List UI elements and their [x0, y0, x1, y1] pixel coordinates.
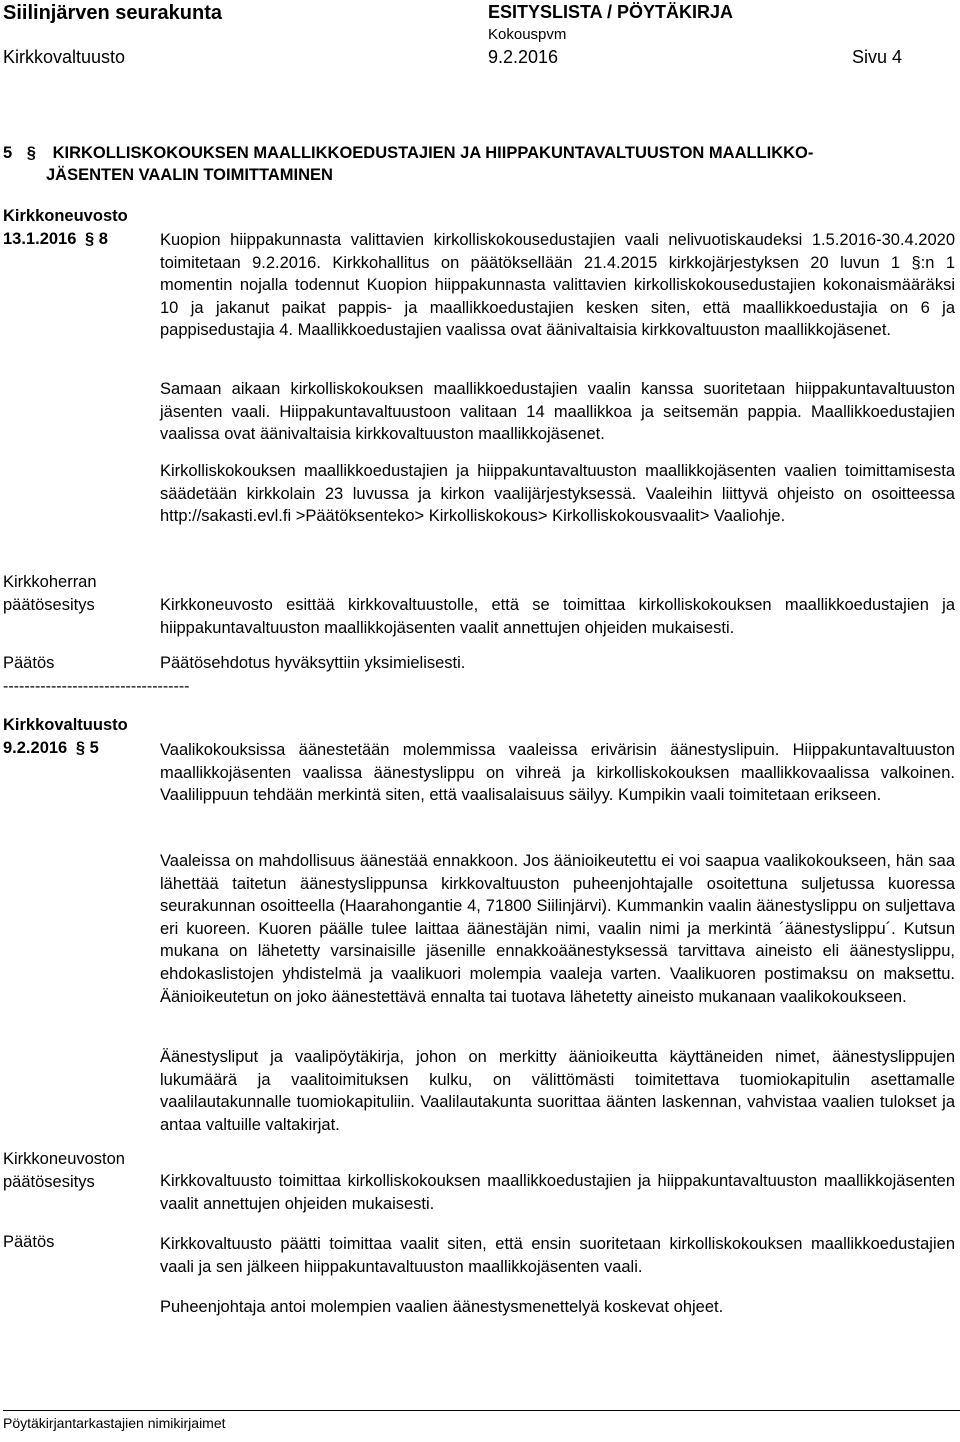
- prep-paragraph-3-text: Kirkolliskokouksen maallikkoedustajien ja hiippakuntavaltuuston maallikkojäsenten vaalien toimittamisesta säädetään kirkkolain 23 luvussa ja kirkon vaalijärjestyksessä. Vaaleihin liittyvä ohjeisto on osoitteessa http://sakasti.evl.fi >Päätöksenteko> Kirkolliskokous> Kirkolliskokousvaalit> Vaaliohje.: [160, 462, 955, 526]
- decision1-label: Päätös: [3, 654, 55, 672]
- footer-initials-label: Pöytäkirjantarkastajien nimikirjaimet: [3, 1415, 226, 1431]
- prep-ref-date: 13.1.2016: [3, 230, 77, 248]
- footer-rule: [3, 1410, 960, 1411]
- section-sign: §: [26, 144, 36, 162]
- proposal2-text-body: Kirkkovaltuusto toimittaa kirkolliskokouksen maallikkoedustajien ja hiippakuntavaltuuston maallikkojäsenten vaalit annettujen ohjeiden mukaisesti.: [160, 1172, 955, 1213]
- proposal2-text: [160, 1170, 955, 1215]
- proposal2-label-line1: Kirkkoneuvoston: [3, 1150, 125, 1168]
- proposal1-label-line1: Kirkkoherran: [3, 573, 97, 591]
- council-ref: [3, 739, 99, 758]
- prep-paragraph-1-text: Kuopion hiippakunnasta valittavien kirkolliskokousedustajien vaali nelivuotiskaudeksi 1.5.2016-30.4.2020 toimitetaan 9.2.2016. Kirkkohallitus on päätöksellään 21.4.2015 kirkkojärjestyksen 20 luvun 1 §:n 1 momentin nojalla todennut Kuopion hiippakunnasta valittavien kirkolliskokousedustajien kokonaismääräksi 10 ja jakanut paikat pappis- ja maallikkoedustajien kesken siten, että maallikkoedustajia on 6 ja pappisedustajia 4. Maallikkoedustajien vaalissa ovat äänivaltaisia kirkkovaltuuston maallikkojäsenet.: [160, 231, 955, 340]
- proposal1-label: [3, 571, 97, 616]
- proposal1-text: [160, 594, 955, 639]
- proposal1-text-body: Kirkkoneuvosto esittää kirkkovaltuustolle, että se toimittaa kirkolliskokouksen maallikkoedustajien ja hiippakuntavaltuuston maallikkojäsenten vaalit annettujen ohjeiden mukaisesti.: [160, 596, 955, 637]
- meeting-date-label: Kokouspvm: [488, 26, 567, 43]
- decision2-note-text: Puheenjohtaja antoi molempien vaalien äänestysmenettelyä koskevat ohjeet.: [160, 1298, 724, 1316]
- council-body-label: Kirkkovaltuusto: [3, 716, 128, 734]
- prep-ref: [3, 230, 108, 249]
- prep-paragraph-2: [160, 378, 955, 446]
- meeting-date: 9.2.2016: [488, 47, 559, 67]
- item-title: [3, 142, 813, 186]
- page-number: Sivu 4: [852, 47, 903, 67]
- proposal1-label-line2: päätösesitys: [3, 595, 95, 614]
- document-type: ESITYSLISTA / PÖYTÄKIRJA: [488, 2, 734, 22]
- council-paragraph-3-text: Äänestysliput ja vaalipöytäkirja, johon on merkitty äänioikeutta käyttäneiden nimet, äänestyslippujen lukumäärä ja vaalitoimituksen kulku, on välittömästi toimitettava tuomiokapitulin asettamalle vaalilautakunnalle tuomiokapituliin. Vaalilautakunta suorittaa äänten laskennan, vahvistaa vaalien tulokset ja antaa valtuille valtakirjat.: [160, 1048, 955, 1134]
- council-ref-para: § 5: [75, 739, 99, 757]
- organization-name: Siilinjärven seurakunta: [3, 2, 222, 24]
- prep-paragraph-1: [160, 229, 955, 342]
- council-paragraph-1-text: Vaalikokouksissa äänestetään molemmissa vaaleissa erivärisin äänestyslipuin. Hiippakuntavaltuuston maallikkojäsenten vaalissa äänestyslippu on vihreä ja kirkolliskokouksen maallikkovaalissa valkoinen. Vaalilippuun tehdään merkintä siten, että vaalisalaisuus säilyy. Kumpikin vaali toimitetaan erikseen.: [160, 741, 955, 805]
- proposal2-label: [3, 1148, 125, 1193]
- council-paragraph-1: [160, 739, 955, 807]
- council-paragraph-3: [160, 1046, 955, 1136]
- council-paragraph-2-text: Vaaleissa on mahdollisuus äänestää ennakkoon. Jos äänioikeutettu ei voi saapua vaalikokoukseen, hän saa lähettää taitetun äänestyslippunsa kirkkovaltuuston puheenjohtajalle osoitettuna suljetussa kuoressa seurakunnan osoitteella (Haarahongantie 4, 71800 Siilinjärvi). Kummankin vaalin äänestyslippu on suljettava eri kuoreen. Kuoren päälle tulee laittaa äänestäjän nimi, vaalin nimi ja merkintä ´äänestyslippu´. Kutsun mukana on lähetetty varsinaisille jäsenille ennakkoäänestyksessä tarvittava aineisto eli äänestyslippu, ehdokaslistojen yhdistelmä ja vaalikuori molempia vaaleja varten. Vaalikuoren postimaksu on maksettu. Äänioikeutetun on joko äänestettävä ennalta tai tuotava lähetetty aineisto mukanaan vaalikokoukseen.: [160, 852, 955, 1006]
- item-title-line2: JÄSENTEN VAALIN TOIMITTAMINEN: [46, 166, 333, 184]
- council-paragraph-2: [160, 850, 955, 1008]
- prep-paragraph-2-text: Samaan aikaan kirkolliskokouksen maallikkoedustajien vaalin kanssa suoritetaan hiippakuntavaltuuston jäsenten vaali. Hiippakuntavaltuustoon valitaan 14 maallikkoa ja seitsemän pappia. Maallikkoedustajien vaalissa ovat äänivaltaisia kirkkovaltuuston maallikkojäsenet.: [160, 380, 955, 444]
- item-number: 5: [3, 144, 13, 162]
- decision2-text: [160, 1233, 955, 1278]
- decision2-note: [160, 1296, 955, 1319]
- decision2-label: Päätös: [3, 1233, 55, 1251]
- prep-paragraph-3: [160, 460, 955, 528]
- governing-body: Kirkkovaltuusto: [3, 47, 126, 67]
- item-title-line1: KIRKOLLISKOKOUKSEN MAALLIKKOEDUSTAJIEN JA HIIPPAKUNTAVALTUUSTON MAALLIKKO-: [52, 144, 814, 162]
- prep-body-label: Kirkkoneuvosto: [3, 207, 128, 225]
- decision1-text: Päätösehdotus hyväksyttiin yksimielisesti.: [160, 654, 466, 672]
- proposal2-label-line2: päätösesitys: [3, 1172, 95, 1191]
- council-ref-date: 9.2.2016: [3, 739, 68, 757]
- separator-line: -----------------------------------: [3, 678, 190, 695]
- prep-ref-para: § 8: [85, 230, 108, 248]
- decision2-text-body: Kirkkovaltuusto päätti toimittaa vaalit siten, että ensin suoritetaan kirkolliskokouksen maallikkoedustajien vaali ja sen jälkeen hiippakuntavaltuuston maallikkojäsenten vaali.: [160, 1235, 955, 1276]
